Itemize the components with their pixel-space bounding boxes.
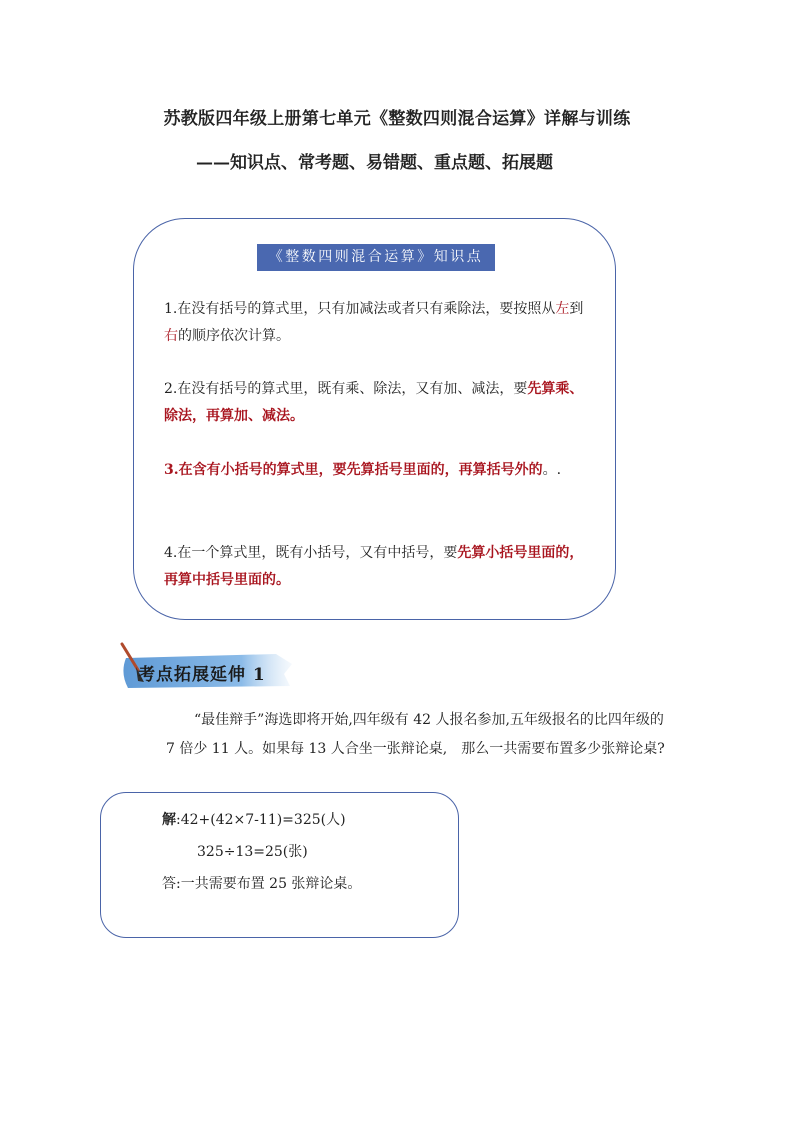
knowledge-item-3 <box>164 457 596 484</box>
item4-text: 4.在一个算式里，既有小括号，又有中括号，要 <box>164 545 458 561</box>
page-subtitle: ——知识点、常考题、易错题、重点题、拓展题 <box>196 153 553 173</box>
item1-text: 1.在没有括号的算式里，只有加减法或者只有乘除法，要按照从 <box>164 301 556 317</box>
item3-end: 。. <box>542 462 562 478</box>
knowledge-item-1 <box>164 296 596 350</box>
item1-left: 左 <box>555 301 570 317</box>
answer-line-3: 答:一共需要布置 25 张辩论桌。 <box>162 876 362 892</box>
item2-highlight: 先算乘、除法，再算加、减法。 <box>164 381 584 424</box>
answer-line-1 <box>162 810 346 830</box>
page-title: 苏教版四年级上册第七单元《整数四则混合运算》详解与训练 <box>163 109 631 129</box>
answer-calc-1: :42+(42×7-11)=325(人) <box>176 812 346 828</box>
item2-text: 2.在没有括号的算式里，既有乘、除法，又有加、减法，要 <box>164 381 528 397</box>
knowledge-item-4 <box>164 540 596 594</box>
knowledge-item-2 <box>164 376 596 430</box>
item1-end: 的顺序依次计算。 <box>178 328 290 344</box>
section-title: 考点拓展延伸 1 <box>138 665 266 685</box>
item3-highlight: 3.在含有小括号的算式里，要先算括号里面的，再算括号外的 <box>164 462 543 478</box>
item1-to: 到 <box>569 301 584 317</box>
answer-label: 解 <box>162 812 176 828</box>
answer-line-2: 325÷13=25(张) <box>197 844 308 860</box>
item4-highlight: 先算小括号里面的，再算中括号里面的。 <box>164 545 584 588</box>
item1-right: 右 <box>164 328 178 344</box>
knowledge-header: 《整数四则混合运算》知识点 <box>257 244 495 271</box>
problem-text: “最佳辩手”海选即将开始,四年级有 42 人报名参加,五年级报名的比四年级的 7 倍少 11 人。如果每 13 人合坐一张辩论桌, 那么一共需要布置多少张辩论桌? <box>166 712 665 757</box>
